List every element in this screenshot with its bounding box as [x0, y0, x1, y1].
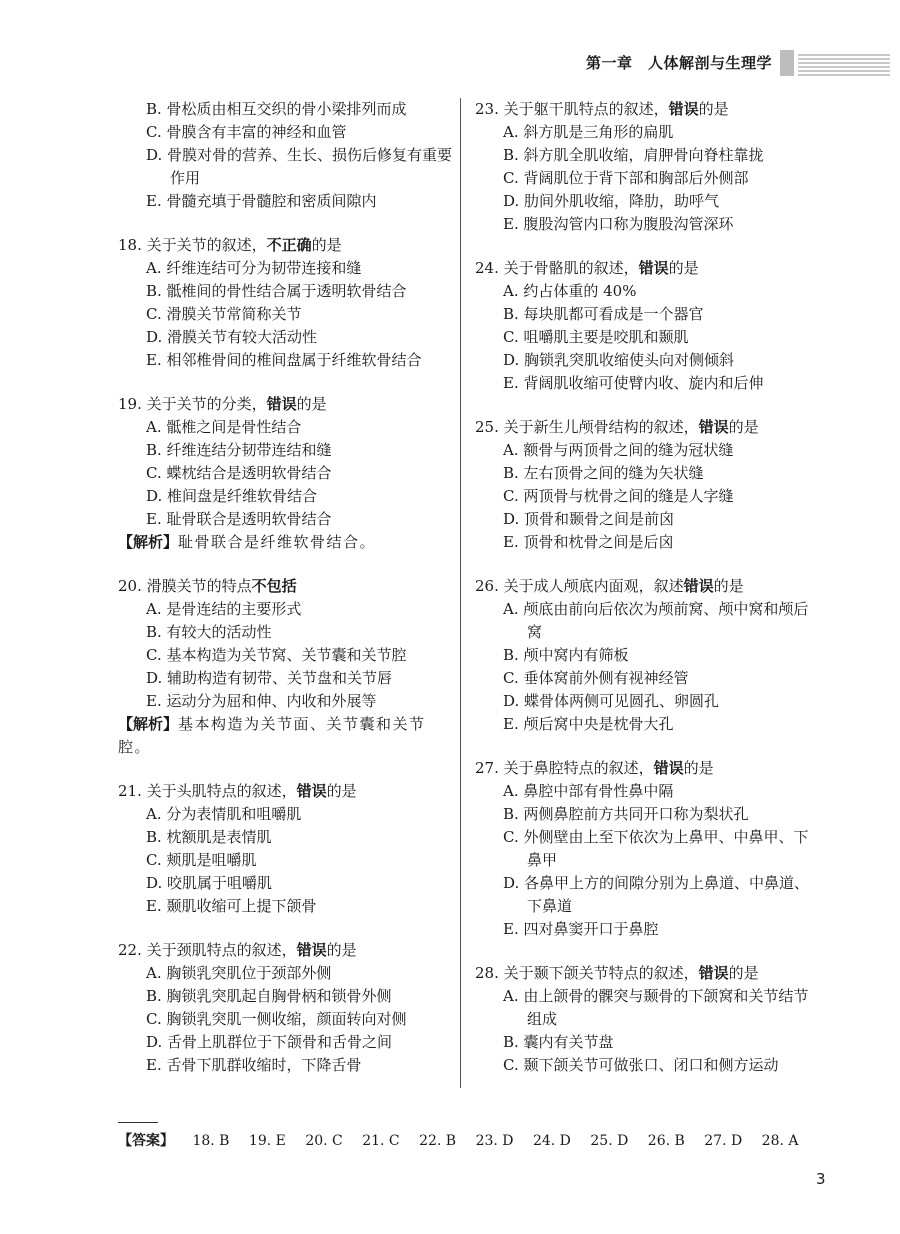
option: D. 顶骨和颞骨之间是前囟	[503, 510, 675, 528]
stem-emphasis: 错误	[266, 395, 297, 413]
answer-item: 26. B	[647, 1133, 685, 1149]
answer-item: 19. E	[248, 1133, 286, 1149]
option: B. 纤维连结分韧带连结和缝	[146, 441, 332, 459]
option: A. 鼻腔中部有骨性鼻中隔	[503, 782, 674, 800]
chapter-title: 第一章 人体解剖与生理学	[585, 54, 772, 72]
answer-item: 18. B	[192, 1133, 230, 1149]
option: B. 斜方肌全肌收缩，肩胛骨向脊柱靠拢	[503, 146, 764, 164]
answer-item: 24. D	[532, 1133, 571, 1149]
option: A. 骶椎之间是骨性结合	[146, 418, 302, 436]
option: E. 颅后窝中央是枕骨大孔	[503, 715, 674, 733]
option: D. 肋间外肌收缩，降肋，助呼气	[503, 192, 720, 210]
explanation-text: 耻骨联合是纤维软骨结合。	[178, 533, 377, 551]
question-stem: 28. 关于颞下颌关节特点的叙述，错误的是	[475, 964, 759, 982]
option: E. 四对鼻窦开口于鼻腔	[503, 920, 659, 938]
option: B. 颅中窝内有筛板	[503, 646, 629, 664]
option: B. 骨松质由相互交织的骨小梁排列而成	[146, 100, 407, 118]
left-column	[118, 98, 453, 1098]
stem-emphasis: 错误	[683, 577, 714, 595]
question-24	[475, 257, 810, 395]
question-stem: 26. 关于成人颅底内面观，叙述错误的是	[475, 577, 744, 595]
explanation-text: 基本构造为关节面、关节囊和关节腔。	[118, 715, 426, 756]
answer-key-label: 【答案】	[118, 1133, 174, 1149]
answer-item: 20. C	[305, 1133, 343, 1149]
option: D. 舌骨上肌群位于下颌骨和舌骨之间	[146, 1033, 393, 1051]
question-stem: 21. 关于头肌特点的叙述，错误的是	[118, 782, 357, 800]
option: E. 颞肌收缩可上提下颌骨	[146, 897, 317, 915]
option: C. 蝶枕结合是透明软骨结合	[146, 464, 332, 482]
option: E. 骨髓充填于骨髓腔和密质间隙内	[146, 192, 377, 210]
option: B. 骶椎间的骨性结合属于透明软骨结合	[146, 282, 407, 300]
option: D. 椎间盘是纤维软骨结合	[146, 487, 318, 505]
answer-key	[118, 1130, 813, 1152]
question-20	[118, 575, 453, 759]
option: E. 腹股沟管内口称为腹股沟管深环	[503, 215, 734, 233]
option: C. 颊肌是咀嚼肌	[146, 851, 257, 869]
explanation	[118, 531, 453, 554]
question-stem: 27. 关于鼻腔特点的叙述，错误的是	[475, 759, 714, 777]
question-23	[475, 98, 810, 236]
question-stem: 24. 关于骨骼肌的叙述，错误的是	[475, 259, 699, 277]
option: E. 运动分为屈和伸、内收和外展等	[146, 692, 377, 710]
option: E. 耻骨联合是透明软骨结合	[146, 510, 332, 528]
option: B. 胸锁乳突肌起自胸骨柄和锁骨外侧	[146, 987, 392, 1005]
option: A. 纤维连结可分为韧带连接和缝	[146, 259, 362, 277]
stem-emphasis: 不包括	[251, 577, 297, 595]
question-stem: 23. 关于躯干肌特点的叙述，错误的是	[475, 100, 729, 118]
option: A. 由上颌骨的髁突与颞骨的下颌窝和关节结节组成	[503, 987, 809, 1028]
option: D. 辅助构造有韧带、关节盘和关节唇	[146, 669, 393, 687]
question-17-continued	[118, 98, 453, 213]
header-decoration-stripes	[798, 54, 890, 76]
answer-item: 22. B	[419, 1133, 457, 1149]
option: A. 额骨与两顶骨之间的缝为冠状缝	[503, 441, 734, 459]
option: D. 咬肌属于咀嚼肌	[146, 874, 273, 892]
stem-emphasis: 错误	[638, 259, 669, 277]
option: E. 相邻椎骨间的椎间盘属于纤维软骨结合	[146, 351, 422, 369]
answer-item: 27. D	[704, 1133, 743, 1149]
option: A. 胸锁乳突肌位于颈部外侧	[146, 964, 332, 982]
option: E. 舌骨下肌群收缩时，下降舌骨	[146, 1056, 362, 1074]
option: A. 颅底由前向后依次为颅前窝、颅中窝和颅后窝	[503, 600, 809, 641]
option: C. 咀嚼肌主要是咬肌和颞肌	[503, 328, 689, 346]
question-25	[475, 416, 810, 554]
explanation-tag: 【解析】	[118, 715, 179, 733]
option: A. 分为表情肌和咀嚼肌	[146, 805, 302, 823]
stem-emphasis: 错误	[296, 941, 327, 959]
question-stem: 19. 关于关节的分类，错误的是	[118, 395, 327, 413]
option: B. 有较大的活动性	[146, 623, 272, 641]
option: D. 蝶骨体两侧可见圆孔、卵圆孔	[503, 692, 720, 710]
option: D. 滑膜关节有较大活动性	[146, 328, 318, 346]
option: B. 每块肌都可看成是一个器官	[503, 305, 704, 323]
answer-item: 21. C	[362, 1133, 400, 1149]
answer-item: 25. D	[590, 1133, 629, 1149]
option: C. 胸锁乳突肌一侧收缩，颜面转向对侧	[146, 1010, 407, 1028]
option: C. 外侧壁由上至下依次为上鼻甲、中鼻甲、下鼻甲	[503, 828, 809, 869]
option: D. 各鼻甲上方的间隙分别为上鼻道、中鼻道、下鼻道	[503, 874, 810, 915]
option: C. 滑膜关节常简称关节	[146, 305, 302, 323]
question-stem: 22. 关于颈肌特点的叙述，错误的是	[118, 941, 357, 959]
answer-item: 23. D	[475, 1133, 514, 1149]
stem-emphasis: 错误	[653, 759, 684, 777]
option: C. 骨膜含有丰富的神经和血管	[146, 123, 347, 141]
option: E. 顶骨和枕骨之间是后囟	[503, 533, 674, 551]
option: D. 骨膜对骨的营养、生长、损伤后修复有重要作用	[146, 146, 453, 187]
option: D. 胸锁乳突肌收缩使头向对侧倾斜	[503, 351, 735, 369]
stem-emphasis: 错误	[296, 782, 327, 800]
stem-emphasis: 不正确	[266, 236, 312, 254]
explanation-tag: 【解析】	[118, 533, 179, 551]
right-column	[475, 98, 810, 1098]
option: C. 颞下颌关节可做张口、闭口和侧方运动	[503, 1056, 779, 1074]
question-stem: 20. 滑膜关节的特点不包括	[118, 577, 297, 595]
question-28	[475, 962, 810, 1077]
option: B. 左右顶骨之间的缝为矢状缝	[503, 464, 704, 482]
stem-emphasis: 错误	[698, 418, 729, 436]
option: B. 囊内有关节盘	[503, 1033, 614, 1051]
answer-item: 28. A	[761, 1133, 799, 1149]
column-divider	[460, 98, 461, 1088]
option: C. 基本构造为关节窝、关节囊和关节腔	[146, 646, 407, 664]
explanation	[118, 713, 453, 759]
option: B. 枕额肌是表情肌	[146, 828, 272, 846]
option: C. 垂体窝前外侧有视神经管	[503, 669, 689, 687]
question-18	[118, 234, 453, 372]
question-19	[118, 393, 453, 554]
option: C. 背阔肌位于背下部和胸部后外侧部	[503, 169, 749, 187]
stem-emphasis: 错误	[698, 964, 729, 982]
option: C. 两顶骨与枕骨之间的缝是人字缝	[503, 487, 734, 505]
question-stem: 25. 关于新生儿颅骨结构的叙述，错误的是	[475, 418, 759, 436]
stem-emphasis: 错误	[668, 100, 699, 118]
question-22	[118, 939, 453, 1077]
option: A. 是骨连结的主要形式	[146, 600, 302, 618]
option: A. 约占体重的 40%	[503, 282, 637, 300]
question-27	[475, 757, 810, 941]
answers-rule	[118, 1122, 158, 1123]
page-number: 3	[816, 1170, 826, 1188]
option: E. 背阔肌收缩可使臂内收、旋内和后伸	[503, 374, 764, 392]
question-21	[118, 780, 453, 918]
question-stem: 18. 关于关节的叙述，不正确的是	[118, 236, 342, 254]
option: A. 斜方肌是三角形的扁肌	[503, 123, 674, 141]
option: B. 两侧鼻腔前方共同开口称为梨状孔	[503, 805, 749, 823]
header-decoration-bar	[780, 50, 794, 76]
question-26	[475, 575, 810, 736]
